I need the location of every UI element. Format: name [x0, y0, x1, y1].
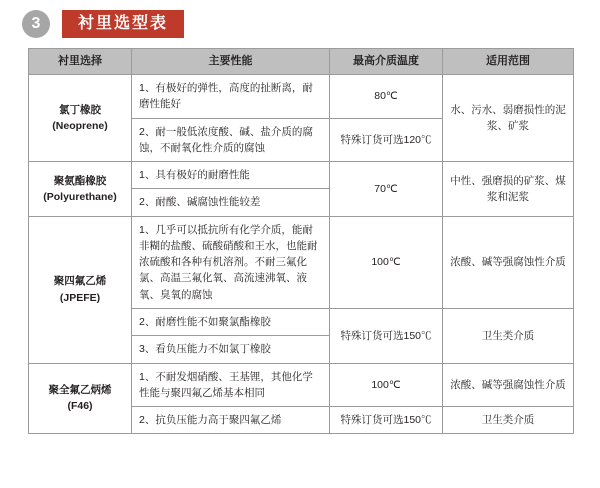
lining-name-en: (F46): [67, 400, 93, 413]
max-temperature-cell: 特殊订货可选120℃: [330, 118, 443, 162]
column-header-lining: 衬里选择: [29, 49, 132, 75]
table-row: [29, 162, 574, 189]
performance-cell: 2、耐磨性能不如聚氯酯橡胶: [132, 308, 330, 335]
application-scope-cell: 卫生类介质: [443, 308, 574, 363]
performance-cell: 2、抗负压能力高于聚四氟乙烯: [132, 407, 330, 434]
table-row: [29, 216, 574, 308]
performance-cell: 1、不耐发烟硝酸、王基锂，其他化学性能与聚四氟乙烯基本相同: [132, 363, 330, 407]
lining-name-cn: 聚氨酯橡胶: [53, 174, 107, 187]
performance-cell: 3、看负压能力不如氯丁橡胶: [132, 336, 330, 363]
section-header: [22, 8, 184, 40]
column-header-max-temp: 最高介质温度: [330, 49, 443, 75]
application-scope-cell: 浓酸、碱等强腐蚀性介质: [443, 216, 574, 308]
performance-cell: 1、具有极好的耐磨性能: [132, 162, 330, 189]
lining-name-en: (Neoprene): [52, 120, 108, 133]
max-temperature-cell: 100℃: [330, 216, 443, 308]
max-temperature-cell: 100℃: [330, 363, 443, 407]
table-header: [29, 49, 574, 75]
performance-cell: 1、几乎可以抵抗所有化学介质，能耐非糊的盐酸、硫酸硝酸和王水，也能耐浓硫酸和各种有机溶剂。不耐三氟化氯、高温三氟化氧、高流速沸氧、液氧、臭氧的腐蚀: [132, 216, 330, 308]
lining-name-cn: 聚全氟乙炳烯: [48, 384, 112, 397]
max-temperature-cell: 80℃: [330, 75, 443, 119]
lining-selection-table: [28, 48, 574, 434]
column-header-performance: 主要性能: [132, 49, 330, 75]
table-body: [29, 75, 574, 434]
lining-name-en: (Polyurethane): [43, 190, 117, 203]
table-row: [29, 363, 574, 407]
lining-name-cell: [29, 216, 132, 363]
lining-selection-table-wrapper: [28, 48, 573, 434]
lining-name-cn: 氯丁橡胶: [59, 103, 101, 116]
max-temperature-cell: 特殊订货可选150℃: [330, 308, 443, 363]
application-scope-cell: 水、污水、弱磨损性的泥浆、矿浆: [443, 75, 574, 162]
application-scope-cell: 浓酸、碱等强腐蚀性介质: [443, 363, 574, 407]
performance-cell: 2、耐酸、碱腐蚀性能较差: [132, 189, 330, 216]
lining-name-cell: [29, 75, 132, 162]
section-number-badge: 3: [22, 10, 50, 38]
max-temperature-cell: 70℃: [330, 162, 443, 217]
column-header-application: 适用范围: [443, 49, 574, 75]
lining-name-cn: 聚四氟乙烯: [53, 275, 107, 288]
table-header-row: [29, 49, 574, 75]
performance-cell: 1、有极好的弹性，高度的扯断离，耐磨性能好: [132, 75, 330, 119]
application-scope-cell: 中性、强磨损的矿浆、煤浆和泥浆: [443, 162, 574, 217]
lining-name-cell: [29, 363, 132, 434]
performance-cell: 2、耐一般低浓度酸、碱、盐介质的腐蚀，不耐氧化性介质的腐蚀: [132, 118, 330, 162]
table-row: [29, 75, 574, 119]
page-title: 衬里选型表: [62, 10, 184, 39]
application-scope-cell: 卫生类介质: [443, 407, 574, 434]
lining-name-en: (JPEFE): [59, 291, 101, 304]
lining-name-cell: [29, 162, 132, 217]
max-temperature-cell: 特殊订货可选150℃: [330, 407, 443, 434]
